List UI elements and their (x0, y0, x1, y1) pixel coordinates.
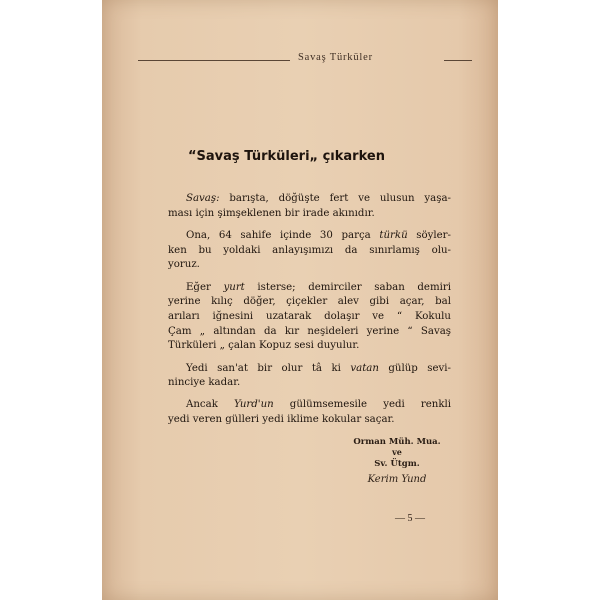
text-line (168, 413, 451, 428)
text-segment: Çam „ altından da kır neşideleri yerine “ Savaş (168, 325, 451, 337)
text-segment: Yedi san'at bir olur tâ ki (186, 362, 351, 374)
text-line (168, 376, 451, 391)
italic-text: yurt (223, 281, 245, 293)
paragraph (168, 398, 451, 427)
signature-block (332, 435, 462, 487)
text-line (168, 310, 451, 325)
text-segment: arıları iğnesini uzatarak dolaşır ve “ Kokulu (168, 310, 451, 322)
italic-text: türkü (379, 229, 408, 241)
text-segment: yerine kılıç döğer, çiçekler alev gibi açar, bal (168, 296, 451, 308)
signature-title-2: Sv. Ütgm. (374, 459, 420, 469)
text-segment: Ona, 64 sahife içinde 30 parça (186, 229, 380, 241)
text-segment: Türküleri „ çalan Kopuz sesi duyulur. (168, 340, 360, 352)
paragraph (168, 362, 451, 391)
book-page (102, 0, 498, 600)
signature-name: Kerim Yund (367, 474, 427, 485)
signature-conjunction: ve (392, 447, 402, 457)
text-segment: gülümsemesile yedi renkli (273, 399, 452, 411)
text-segment: Eğer (186, 281, 224, 293)
text-line (168, 229, 451, 244)
text-line (168, 325, 451, 340)
running-header-title: Savaş Türküler (298, 52, 373, 63)
text-segment: ması için şimşeklenen bir irade akınıdır. (168, 207, 375, 219)
body-text (168, 192, 451, 435)
header-rule-right (444, 60, 472, 61)
text-segment: yoruz. (168, 259, 200, 271)
header-rule-left (138, 60, 290, 61)
text-segment: yedi veren gülleri yedi iklime kokular saçar. (168, 414, 395, 426)
text-segment: barışta, döğüşte fert ve ulusun yaşa- (219, 193, 451, 204)
text-line (168, 362, 451, 377)
italic-text: Yurd'un (233, 399, 274, 411)
paragraph (168, 281, 451, 355)
italic-text: vatan (350, 362, 379, 374)
text-line (168, 295, 451, 310)
paragraph (168, 192, 451, 221)
text-segment: söyler- (407, 229, 451, 241)
text-segment: Ancak (186, 399, 234, 411)
text-line (168, 207, 451, 222)
text-line (168, 192, 451, 207)
running-header (138, 51, 472, 69)
text-segment: isterse; demirciler saban demiri (244, 281, 451, 293)
paragraph (168, 229, 451, 273)
text-line (168, 339, 451, 354)
section-heading: “Savaş Türküleri„ çıkarken (188, 149, 385, 164)
italic-text: Savaş: (186, 193, 220, 204)
text-segment: ninciye kadar. (168, 377, 241, 389)
page-number: — 5 — (395, 513, 425, 524)
text-segment: ken bu yoldaki anlayışımızı da sınırlamış olu- (168, 244, 451, 256)
text-line (168, 398, 451, 413)
text-line (168, 258, 451, 273)
text-line (168, 244, 451, 259)
text-segment: gülüp sevi- (378, 362, 451, 374)
text-line (168, 281, 451, 296)
signature-title-1: Orman Müh. Mua. (353, 437, 441, 447)
